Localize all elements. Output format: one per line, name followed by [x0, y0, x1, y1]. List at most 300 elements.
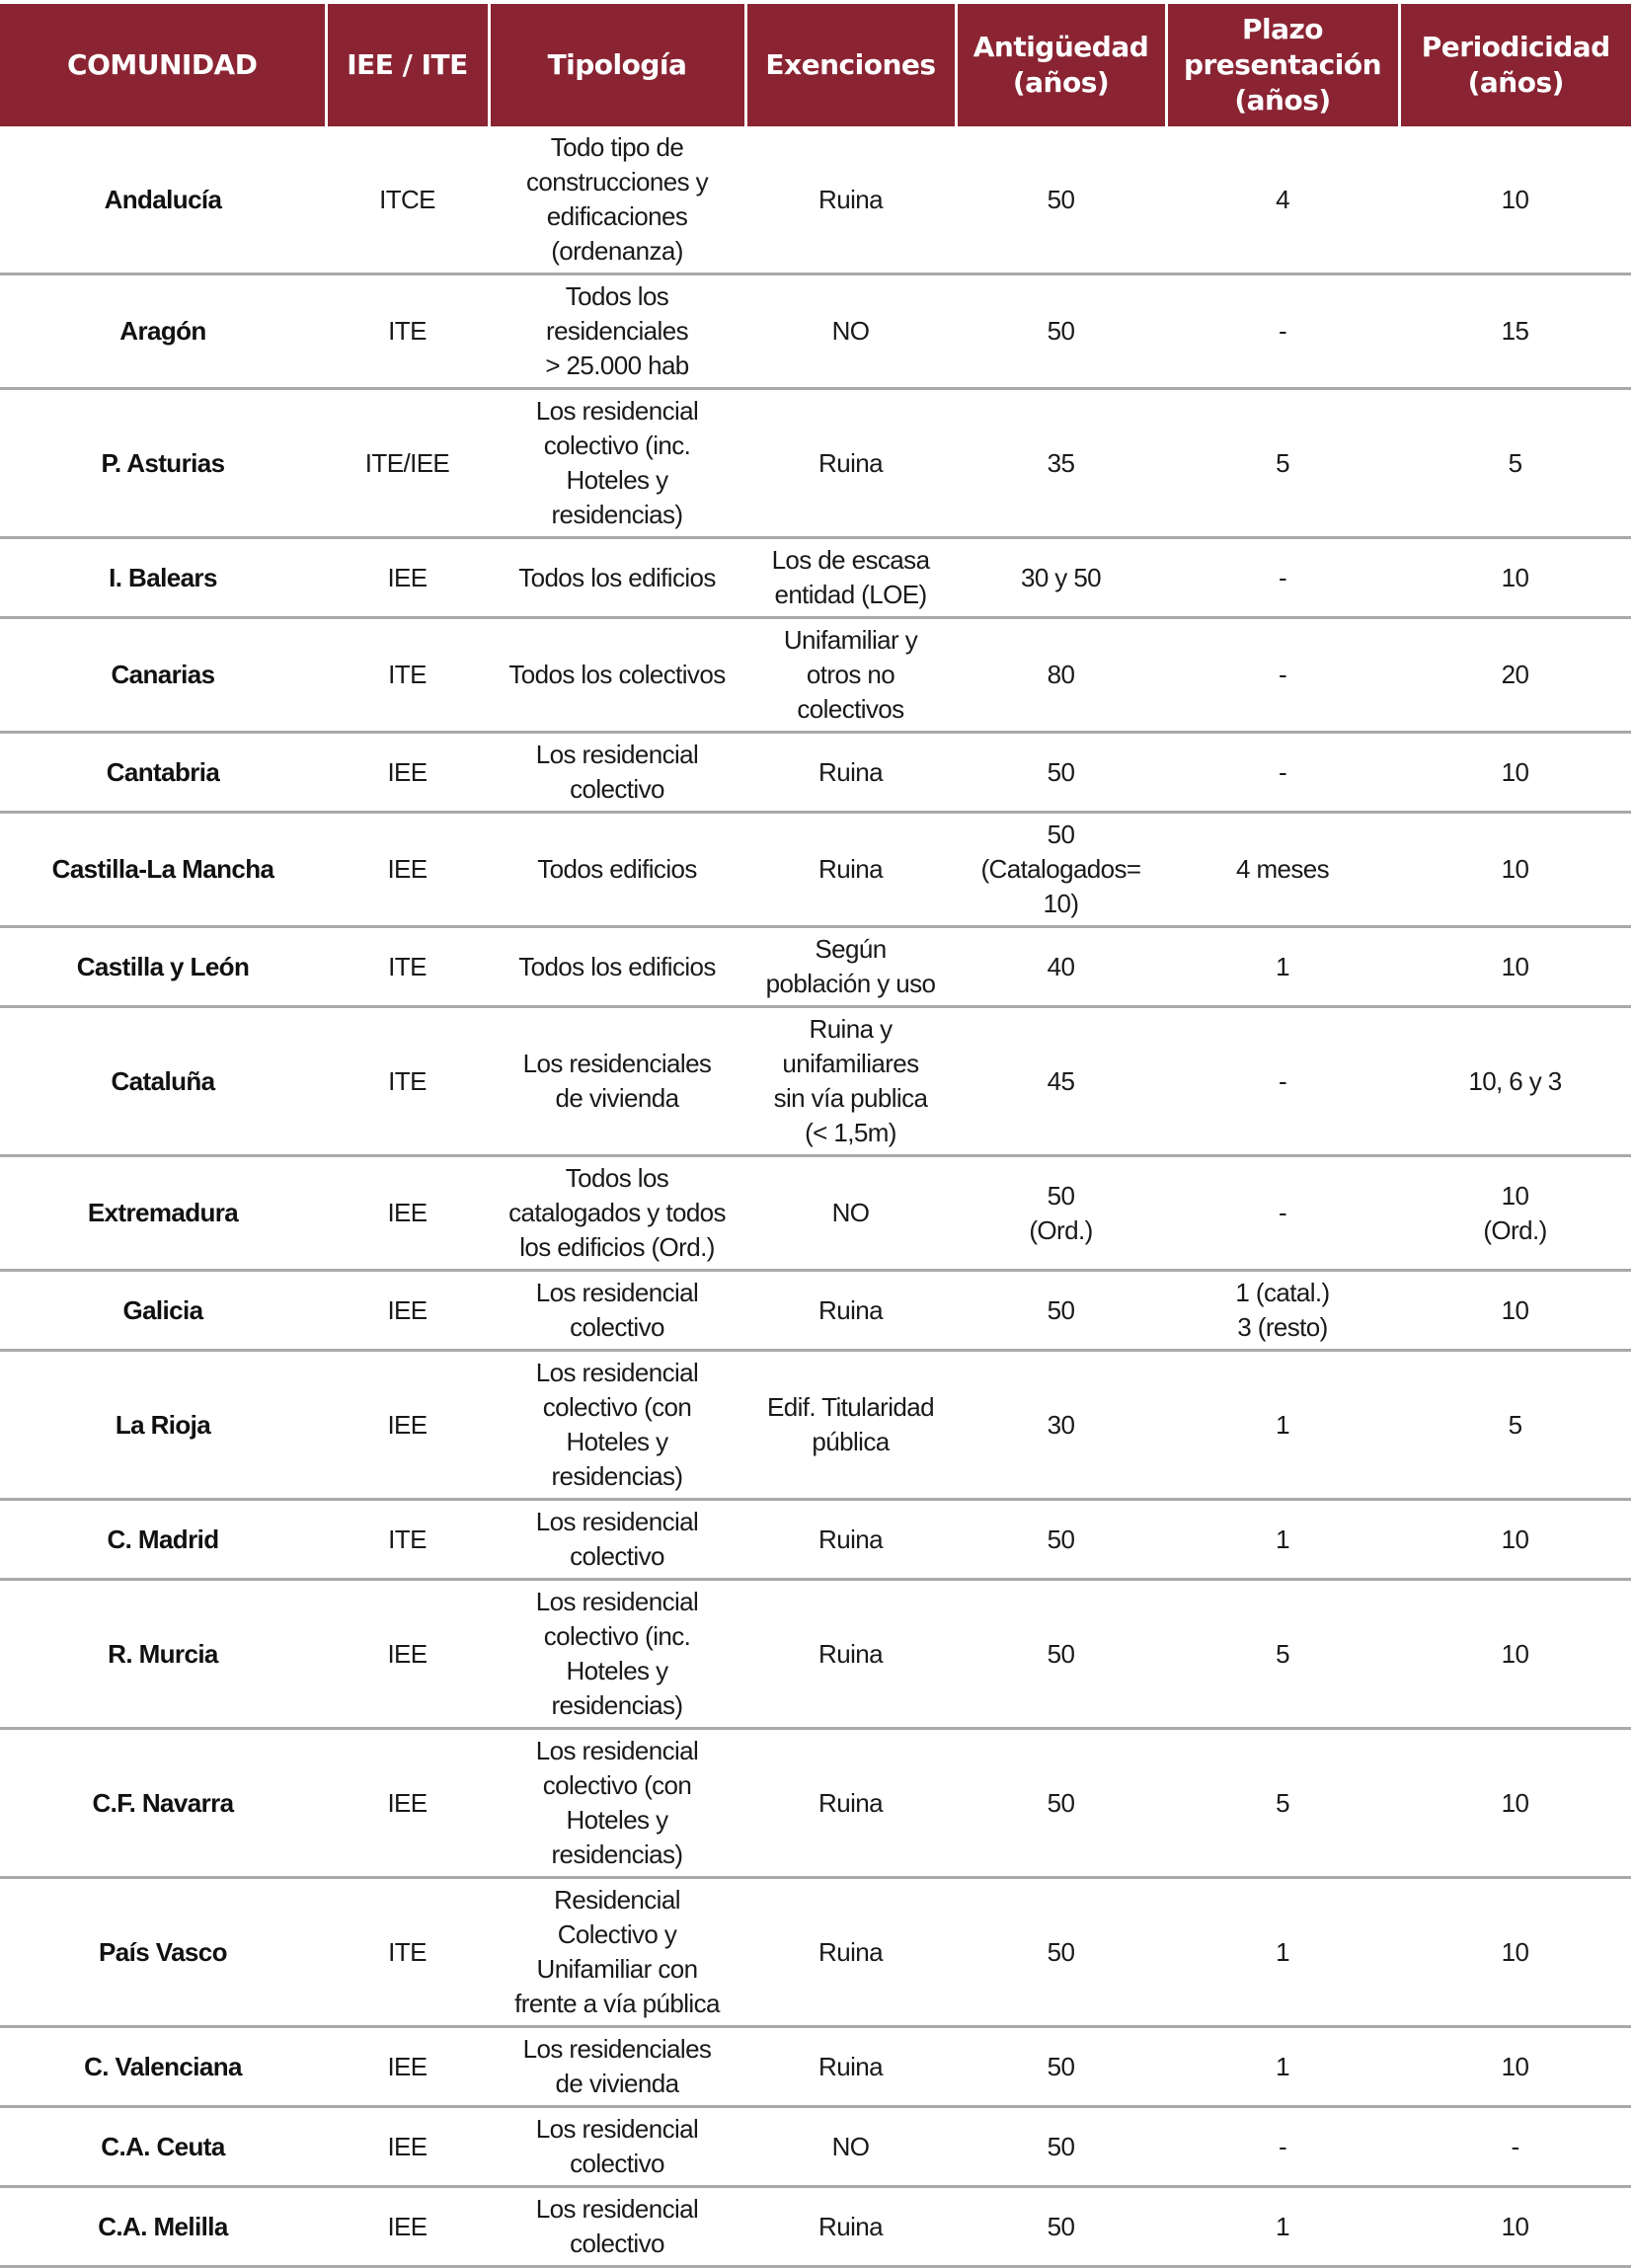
cell-text-line: (Ord.) [1483, 1214, 1547, 1245]
cell-text-line: - [1278, 660, 1287, 689]
cell-text-line: edificaciones [546, 201, 688, 231]
cell-text-line: Hoteles y [566, 465, 668, 495]
cell-text-line: construcciones y [525, 167, 709, 196]
cell-tipologia [489, 1156, 745, 1271]
cell-periodicidad [1399, 1271, 1631, 1351]
cell-iee-ite: IEE [326, 1729, 489, 1878]
cell-periodicidad [1399, 126, 1631, 274]
cell-text-line: 15 [1501, 316, 1529, 346]
cell-antiguedad [956, 813, 1166, 927]
cell-text-line: (Catalogados= [980, 854, 1141, 884]
cell-text-line: catalogados y todos [508, 1198, 726, 1227]
cell-text-line: Hoteles y [566, 1805, 668, 1835]
cell-tipologia [489, 538, 745, 618]
cell-iee-ite: ITE [326, 1878, 489, 2027]
table-body [0, 126, 1631, 2267]
column-header-label: Periodicidad [1421, 31, 1610, 63]
cell-periodicidad [1399, 1878, 1631, 2027]
column-header-label: COMUNIDAD [67, 48, 258, 81]
cell-antiguedad [956, 733, 1166, 813]
cell-text-line: Todos los [565, 281, 669, 311]
cell-iee-ite: IEE [326, 2187, 489, 2267]
cell-comunidad: C. Valenciana [0, 2027, 326, 2107]
cell-tipologia [489, 126, 745, 274]
table-row [0, 618, 1631, 733]
cell-text-line: Los residencial [535, 1736, 699, 1765]
cell-comunidad: Castilla y León [0, 927, 326, 1007]
cell-comunidad: I. Balears [0, 538, 326, 618]
cell-plazo-presentacion [1166, 2027, 1399, 2107]
cell-comunidad: Extremadura [0, 1156, 326, 1271]
cell-exenciones [745, 733, 956, 813]
cell-iee-ite: IEE [326, 2107, 489, 2187]
cell-tipologia [489, 1878, 745, 2027]
cell-text-line: (ordenanza) [551, 236, 683, 266]
cell-exenciones [745, 1729, 956, 1878]
cell-text-line: 1 [1276, 2051, 1289, 2081]
cell-text-line: 50 [1047, 1936, 1075, 1967]
cell-plazo-presentacion [1166, 274, 1399, 389]
cell-text-line: población y uso [765, 969, 936, 998]
cell-antiguedad [956, 1729, 1166, 1878]
cell-plazo-presentacion [1166, 927, 1399, 1007]
cell-text-line: 10 [1501, 1524, 1529, 1554]
cell-text-line: Edif. Titularidad [766, 1392, 934, 1422]
cell-text-line: Ruina [818, 447, 883, 478]
cell-antiguedad [956, 1580, 1166, 1729]
cell-text-line: 50 [1047, 1524, 1075, 1554]
cell-text-line: - [1511, 2131, 1519, 2161]
cell-tipologia [489, 618, 745, 733]
cell-iee-ite: IEE [326, 538, 489, 618]
cell-text-line: residencias) [551, 1690, 683, 1720]
cell-exenciones [745, 618, 956, 733]
table-row [0, 1156, 1631, 1271]
cell-text-line: Ruina [818, 1638, 883, 1669]
cell-text-line: 30 y 50 [1020, 562, 1102, 592]
cell-tipologia [489, 2187, 745, 2267]
cell-tipologia [489, 1580, 745, 1729]
cell-periodicidad [1399, 389, 1631, 538]
cell-text-line: Los residencial [535, 2194, 699, 2224]
cell-text-line: Residencial [554, 1885, 680, 1915]
cell-plazo-presentacion [1166, 389, 1399, 538]
cell-antiguedad [956, 274, 1166, 389]
cell-plazo-presentacion [1166, 1156, 1399, 1271]
cell-text-line: colectivo (con [542, 1392, 692, 1422]
cell-plazo-presentacion [1166, 618, 1399, 733]
table-row [0, 1007, 1631, 1156]
cell-plazo-presentacion [1166, 1351, 1399, 1500]
column-header-comunidad [0, 4, 326, 126]
column-header-tipologia [489, 4, 745, 126]
cell-text-line: 5 [1276, 447, 1289, 478]
cell-text-line: colectivo (inc. [543, 1621, 691, 1651]
cell-text-line: Hoteles y [566, 1427, 668, 1456]
column-header-label: presentación [1183, 48, 1382, 81]
cell-exenciones [745, 1878, 956, 2027]
cell-text-line: Todos los edificios [518, 562, 716, 592]
cell-text-line: 10 [1501, 1787, 1529, 1818]
column-header-periodicidad [1399, 4, 1631, 126]
header-row [0, 4, 1631, 126]
cell-exenciones [745, 1156, 956, 1271]
table-row [0, 1271, 1631, 1351]
cell-text-line: - [1278, 562, 1287, 592]
cell-periodicidad [1399, 1500, 1631, 1580]
cell-text-line: Ruina [818, 1787, 883, 1818]
cell-antiguedad [956, 2027, 1166, 2107]
cell-text-line: Los residencial [535, 1507, 699, 1536]
cell-text-line: (< 1,5m) [805, 1118, 896, 1147]
cell-text-line: Ruina [818, 1524, 883, 1554]
cell-text-line: Los de escasa [771, 545, 930, 575]
cell-text-line: Todos los colectivos [508, 660, 726, 689]
cell-text-line: otros no [806, 660, 895, 689]
cell-plazo-presentacion [1166, 1500, 1399, 1580]
cell-antiguedad [956, 1500, 1166, 1580]
cell-text-line: unifamiliares [782, 1049, 919, 1078]
cell-periodicidad [1399, 2187, 1631, 2267]
cell-text-line: Los residenciales [522, 1049, 712, 1078]
cell-text-line: 4 meses [1235, 854, 1330, 884]
cell-iee-ite: IEE [326, 1271, 489, 1351]
cell-periodicidad [1399, 618, 1631, 733]
cell-text-line: 50 [1047, 2131, 1075, 2161]
cell-tipologia [489, 813, 745, 927]
cell-text-line: 5 [1276, 1787, 1289, 1818]
cell-exenciones [745, 389, 956, 538]
cell-comunidad: Castilla-La Mancha [0, 813, 326, 927]
cell-periodicidad [1399, 1580, 1631, 1729]
column-header-plazo-presentacion [1166, 4, 1399, 126]
cell-tipologia [489, 927, 745, 1007]
cell-text-line: de vivienda [555, 1083, 679, 1113]
cell-text-line: 50 [1047, 1294, 1075, 1325]
cell-antiguedad [956, 1271, 1166, 1351]
cell-text-line: Todos los edificios [518, 951, 716, 981]
column-header-label: (años) [1467, 66, 1564, 99]
cell-text-line: 10 [1501, 1294, 1529, 1325]
cell-periodicidad [1399, 2027, 1631, 2107]
cell-periodicidad [1399, 2107, 1631, 2187]
cell-text-line: 1 (catal.) [1235, 1278, 1330, 1307]
cell-comunidad: Cataluña [0, 1007, 326, 1156]
cell-text-line: NO [831, 2131, 870, 2161]
cell-text-line: pública [812, 1427, 890, 1456]
cell-plazo-presentacion [1166, 1580, 1399, 1729]
cell-text-line: residencias) [551, 1461, 683, 1491]
cell-text-line: 50 [1047, 2211, 1075, 2241]
cell-text-line: de vivienda [555, 2069, 679, 2098]
cell-periodicidad [1399, 1007, 1631, 1156]
table-row [0, 1500, 1631, 1580]
table-row [0, 927, 1631, 1007]
cell-text-line: 80 [1047, 660, 1075, 689]
cell-text-line: 45 [1047, 1065, 1075, 1096]
cell-text-line: 50 [1047, 820, 1075, 849]
cell-plazo-presentacion [1166, 1271, 1399, 1351]
column-header-label: (años) [1012, 66, 1110, 99]
cell-text-line: residencias) [551, 500, 683, 529]
table-row [0, 733, 1631, 813]
cell-text-line: 10 [1501, 756, 1529, 787]
table-row [0, 813, 1631, 927]
cell-text-line: 10 [1501, 2211, 1529, 2241]
cell-text-line: Todos los [565, 1163, 669, 1193]
cell-antiguedad [956, 538, 1166, 618]
cell-comunidad: R. Murcia [0, 1580, 326, 1729]
column-header-exenciones [745, 4, 956, 126]
cell-comunidad: País Vasco [0, 1878, 326, 2027]
cell-comunidad: C. Madrid [0, 1500, 326, 1580]
cell-text-line: Unifamiliar con [536, 1954, 698, 1984]
cell-tipologia [489, 274, 745, 389]
cell-periodicidad [1399, 1729, 1631, 1878]
cell-text-line: 50 [1047, 756, 1075, 787]
cell-text-line: 3 (resto) [1237, 1312, 1328, 1342]
cell-text-line: Hoteles y [566, 1656, 668, 1685]
cell-exenciones [745, 927, 956, 1007]
cell-text-line: 50 [1047, 316, 1075, 346]
cell-comunidad: Canarias [0, 618, 326, 733]
cell-text-line: sin vía publica [773, 1083, 928, 1113]
cell-text-line: Ruina [818, 1936, 883, 1967]
cell-tipologia [489, 2107, 745, 2187]
cell-text-line: colectivo [570, 2229, 664, 2258]
table-row [0, 1729, 1631, 1878]
table-header [0, 4, 1631, 126]
cell-plazo-presentacion [1166, 1878, 1399, 2027]
cell-text-line: 30 [1047, 1409, 1075, 1440]
cell-antiguedad [956, 618, 1166, 733]
cell-text-line: NO [831, 1198, 870, 1227]
cell-text-line: Según [815, 934, 887, 964]
column-header-label: Exenciones [765, 48, 936, 81]
cell-text-line: Colectivo y [557, 1919, 677, 1949]
cell-plazo-presentacion [1166, 538, 1399, 618]
cell-plazo-presentacion [1166, 1007, 1399, 1156]
cell-plazo-presentacion [1166, 813, 1399, 927]
cell-text-line: - [1278, 1065, 1287, 1096]
cell-text-line: residencias) [551, 1839, 683, 1869]
ite-comparison-table [0, 4, 1631, 2268]
cell-text-line: 10, 6 y 3 [1468, 1065, 1562, 1096]
cell-text-line: 10 [1501, 184, 1529, 214]
cell-text-line: Todo tipo de [550, 132, 684, 162]
cell-exenciones [745, 1007, 956, 1156]
cell-iee-ite: ITE/IEE [326, 389, 489, 538]
cell-text-line: 10 [1501, 951, 1529, 981]
cell-text-line: colectivo [570, 1541, 664, 1571]
cell-comunidad: P. Asturias [0, 389, 326, 538]
cell-text-line: Ruina [818, 2211, 883, 2241]
cell-periodicidad [1399, 1156, 1631, 1271]
cell-text-line: - [1278, 316, 1287, 346]
table-row [0, 274, 1631, 389]
cell-text-line: los edificios (Ord.) [519, 1232, 715, 1262]
cell-iee-ite: ITE [326, 927, 489, 1007]
cell-text-line: 1 [1276, 2211, 1289, 2241]
cell-comunidad: Aragón [0, 274, 326, 389]
table-row [0, 538, 1631, 618]
cell-text-line: Los residencial [535, 1587, 699, 1616]
table-row [0, 1878, 1631, 2027]
cell-text-line: 50 [1047, 1787, 1075, 1818]
cell-antiguedad [956, 1351, 1166, 1500]
cell-exenciones [745, 2187, 956, 2267]
cell-text-line: 10 [1501, 562, 1529, 592]
cell-periodicidad [1399, 813, 1631, 927]
cell-antiguedad [956, 1878, 1166, 2027]
cell-antiguedad [956, 1007, 1166, 1156]
cell-text-line: Ruina [818, 2051, 883, 2081]
cell-comunidad: Cantabria [0, 733, 326, 813]
cell-text-line: Ruina [818, 854, 883, 884]
cell-tipologia [489, 1729, 745, 1878]
cell-plazo-presentacion [1166, 1729, 1399, 1878]
cell-text-line: 40 [1047, 951, 1075, 981]
cell-antiguedad [956, 2107, 1166, 2187]
cell-text-line: 10 [1501, 1638, 1529, 1669]
cell-text-line: Los residencial [535, 740, 699, 769]
cell-iee-ite: IEE [326, 2027, 489, 2107]
cell-tipologia [489, 1007, 745, 1156]
cell-iee-ite: IEE [326, 733, 489, 813]
cell-plazo-presentacion [1166, 126, 1399, 274]
cell-text-line: 1 [1276, 1524, 1289, 1554]
cell-iee-ite: IEE [326, 1156, 489, 1271]
cell-iee-ite: ITE [326, 1007, 489, 1156]
cell-text-line: Ruina [818, 756, 883, 787]
cell-iee-ite: ITE [326, 274, 489, 389]
cell-antiguedad [956, 126, 1166, 274]
cell-periodicidad [1399, 927, 1631, 1007]
column-header-label: (años) [1234, 84, 1331, 117]
column-header-label: Plazo [1241, 13, 1324, 45]
cell-text-line: 50 [1047, 1638, 1075, 1669]
cell-iee-ite: IEE [326, 1351, 489, 1500]
cell-text-line: - [1278, 1198, 1287, 1227]
cell-exenciones [745, 2107, 956, 2187]
table-row [0, 2187, 1631, 2267]
table-row [0, 389, 1631, 538]
cell-text-line: 5 [1508, 447, 1522, 478]
cell-text-line: colectivo (inc. [543, 430, 691, 460]
table-row [0, 1351, 1631, 1500]
table-row [0, 2107, 1631, 2187]
cell-exenciones [745, 126, 956, 274]
cell-exenciones [745, 813, 956, 927]
cell-text-line: 10 [1501, 854, 1529, 884]
cell-text-line: entidad (LOE) [774, 580, 927, 609]
cell-text-line: 35 [1047, 447, 1075, 478]
cell-text-line: 50 [1047, 1180, 1075, 1211]
cell-plazo-presentacion [1166, 733, 1399, 813]
cell-tipologia [489, 1271, 745, 1351]
cell-iee-ite: IEE [326, 813, 489, 927]
cell-exenciones [745, 1351, 956, 1500]
cell-exenciones [745, 1271, 956, 1351]
cell-text-line: 1 [1276, 951, 1289, 981]
cell-text-line: 50 [1047, 2051, 1075, 2081]
cell-iee-ite: ITE [326, 618, 489, 733]
cell-exenciones [745, 274, 956, 389]
cell-text-line: colectivo [570, 1312, 664, 1342]
cell-text-line: 5 [1508, 1409, 1522, 1440]
cell-iee-ite: IEE [326, 1580, 489, 1729]
cell-text-line: > 25.000 hab [545, 351, 689, 380]
cell-text-line: 50 [1047, 184, 1075, 214]
cell-text-line: Los residencial [535, 1358, 699, 1387]
cell-text-line: 10 [1501, 1936, 1529, 1967]
cell-iee-ite: ITE [326, 1500, 489, 1580]
cell-text-line: 5 [1276, 1638, 1289, 1669]
cell-text-line: colectivo [570, 2149, 664, 2178]
cell-text-line: Ruina [818, 1294, 883, 1325]
table-row [0, 126, 1631, 274]
cell-exenciones [745, 1580, 956, 1729]
cell-text-line: (Ord.) [1029, 1214, 1093, 1245]
column-header-iee-ite [326, 4, 489, 126]
cell-periodicidad [1399, 733, 1631, 813]
cell-text-line: Los residencial [535, 2114, 699, 2144]
cell-comunidad: La Rioja [0, 1351, 326, 1500]
cell-antiguedad [956, 2187, 1166, 2267]
cell-text-line: 4 [1276, 184, 1289, 214]
cell-text-line: frente a vía pública [514, 1989, 720, 2018]
table-row [0, 2027, 1631, 2107]
cell-text-line: colectivo (con [542, 1770, 692, 1800]
cell-comunidad: Andalucía [0, 126, 326, 274]
column-header-label: Antigüedad [973, 31, 1149, 63]
cell-periodicidad [1399, 1351, 1631, 1500]
cell-comunidad: C.F. Navarra [0, 1729, 326, 1878]
cell-periodicidad [1399, 274, 1631, 389]
cell-plazo-presentacion [1166, 2187, 1399, 2267]
cell-plazo-presentacion [1166, 2107, 1399, 2187]
cell-text-line: Los residencial [535, 396, 699, 426]
cell-text-line: 10 [1501, 1180, 1529, 1211]
cell-text-line: 10) [1043, 889, 1079, 918]
cell-antiguedad [956, 389, 1166, 538]
cell-text-line: - [1278, 756, 1287, 787]
cell-tipologia [489, 1351, 745, 1500]
cell-exenciones [745, 2027, 956, 2107]
cell-periodicidad [1399, 538, 1631, 618]
table-row [0, 1580, 1631, 1729]
cell-antiguedad [956, 1156, 1166, 1271]
column-header-antiguedad [956, 4, 1166, 126]
column-header-label: IEE / ITE [347, 48, 468, 81]
cell-tipologia [489, 733, 745, 813]
cell-text-line: 10 [1501, 2051, 1529, 2081]
column-header-label: Tipología [547, 48, 687, 81]
cell-text-line: colectivos [797, 694, 904, 724]
cell-text-line: Los residenciales [522, 2034, 712, 2064]
cell-text-line: colectivo [570, 774, 664, 804]
cell-text-line: Todos edificios [537, 854, 697, 884]
cell-comunidad: C.A. Melilla [0, 2187, 326, 2267]
cell-comunidad: Galicia [0, 1271, 326, 1351]
cell-exenciones [745, 538, 956, 618]
cell-iee-ite: ITCE [326, 126, 489, 274]
cell-text-line: 20 [1501, 660, 1529, 689]
cell-comunidad: C.A. Ceuta [0, 2107, 326, 2187]
cell-text-line: Ruina y [809, 1014, 893, 1044]
cell-tipologia [489, 2027, 745, 2107]
cell-text-line: - [1278, 2131, 1287, 2161]
